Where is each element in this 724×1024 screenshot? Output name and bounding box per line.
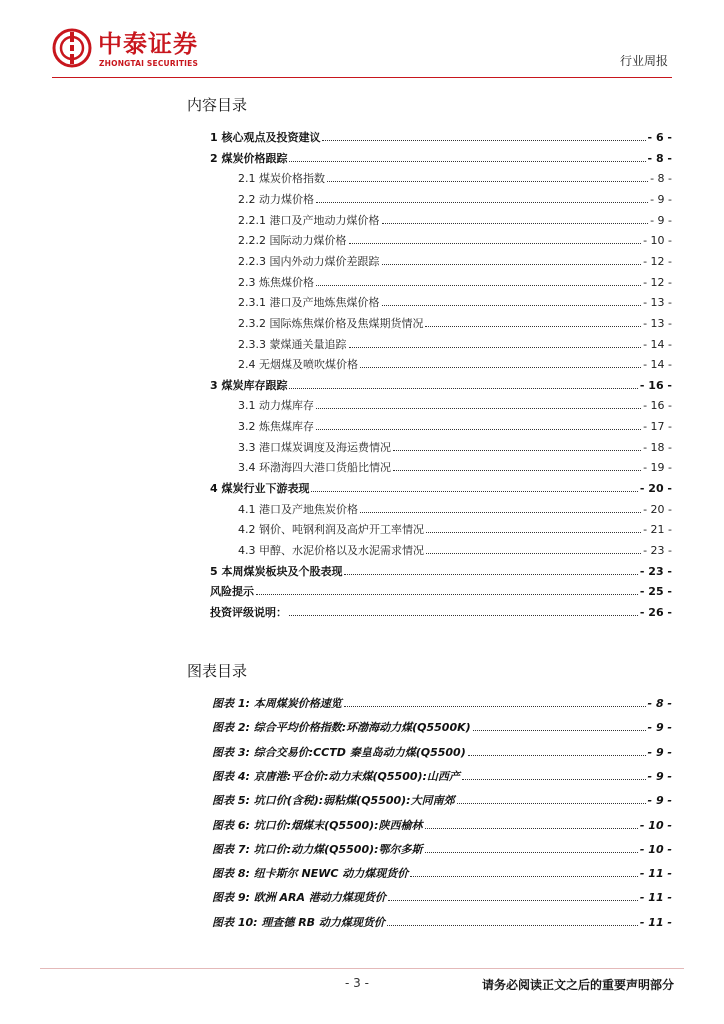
toc-entry[interactable]: [0, 564, 724, 580]
leader-dots: [289, 388, 637, 389]
figure-entry[interactable]: [0, 696, 724, 712]
toc-entry-page: - 25 -: [639, 585, 672, 599]
leader-dots: [457, 803, 646, 804]
toc-entry-label: 4 煤炭行业下游表现: [210, 482, 310, 496]
leader-dots: [393, 470, 641, 471]
toc-entry[interactable]: [0, 440, 724, 456]
figure-entry-label: 图表 4: 京唐港:平仓价:动力末煤(Q5500):山西产: [212, 769, 460, 783]
leader-dots: [393, 450, 641, 451]
figure-entry-label: 图表 2: 综合平均价格指数:环渤海动力煤(Q5500K): [212, 721, 471, 735]
figure-entry-label: 图表 10: 理查德 RB 动力煤现货价: [212, 915, 385, 929]
leader-dots: [388, 900, 638, 901]
footer-divider: [40, 968, 684, 969]
toc-entry-label: 2.3 炼焦煤价格: [238, 275, 314, 289]
leader-dots: [316, 202, 648, 203]
toc-entry-label: 2.2.3 国内外动力煤价差跟踪: [238, 254, 380, 268]
contents-title: 内容目录: [187, 96, 248, 114]
figure-entry-label: 图表 5: 坑口价(含税):弱粘煤(Q5500):大同南郊: [212, 794, 455, 808]
toc-entry-label: 3 煤炭库存跟踪: [210, 378, 288, 392]
figure-entry-label: 图表 1: 本周煤炭价格速览: [212, 697, 342, 710]
toc-entry-label: 投资评级说明：: [210, 605, 287, 619]
leader-dots: [344, 706, 646, 707]
toc-entry-page: - 9 -: [650, 213, 672, 227]
leader-dots: [349, 243, 642, 244]
figure-entry[interactable]: [0, 842, 724, 858]
leader-dots: [322, 140, 645, 141]
leader-dots: [382, 223, 649, 224]
toc-entry-page: - 23 -: [639, 564, 672, 578]
toc-entry-label: 2.3.2 国际炼焦煤价格及焦煤期货情况: [238, 316, 424, 330]
toc-entry[interactable]: [0, 481, 724, 497]
figure-entry[interactable]: [0, 745, 724, 761]
leader-dots: [462, 779, 646, 780]
toc-entry[interactable]: [0, 337, 724, 353]
figure-entry-page: - 8 -: [647, 697, 672, 710]
toc-entry[interactable]: [0, 254, 724, 270]
leader-dots: [289, 161, 645, 162]
leader-dots: [256, 594, 638, 595]
toc-entry-label: 4.1 港口及产地焦炭价格: [238, 502, 358, 516]
toc-entry[interactable]: [0, 522, 724, 538]
toc-entry-page: - 12 -: [643, 275, 672, 289]
leader-dots: [382, 264, 642, 265]
figure-entry-page: - 10 -: [639, 842, 672, 856]
toc-entry[interactable]: [0, 151, 724, 167]
figure-entry-page: - 10 -: [639, 818, 672, 832]
toc-entry-page: - 17 -: [643, 420, 672, 434]
leader-dots: [426, 553, 641, 554]
toc-entry[interactable]: [0, 605, 724, 621]
toc-entry-page: - 10 -: [643, 234, 672, 248]
toc-entry[interactable]: [0, 502, 724, 518]
toc-entry[interactable]: [0, 398, 724, 414]
figure-entry-label: 图表 9: 欧洲 ARA 港动力煤现货价: [212, 891, 386, 905]
disclaimer-text: 请务必阅读正文之后的重要声明部分: [481, 978, 674, 992]
toc-entry-label: 1 核心观点及投资建议: [210, 131, 321, 144]
leader-dots: [360, 367, 641, 368]
toc-entry-label: 4.2 钢价、吨钢利润及高炉开工率情况: [238, 523, 424, 537]
toc-entry-label: 风险提示: [210, 585, 254, 599]
leader-dots: [473, 730, 646, 731]
toc-entry-page: - 19 -: [643, 461, 672, 475]
leader-dots: [425, 828, 638, 829]
toc-entry[interactable]: [0, 543, 724, 559]
toc-entry-label: 3.4 环渤海四大港口货船比情况: [238, 461, 391, 475]
figure-entry-label: 图表 3: 综合交易价:CCTD 秦皇岛动力煤(Q5500): [212, 745, 466, 759]
toc-entry[interactable]: [0, 192, 724, 208]
figure-entry-page: - 11 -: [639, 891, 672, 905]
toc-entry-page: - 18 -: [643, 440, 672, 454]
leader-dots: [382, 305, 642, 306]
leader-dots: [410, 876, 638, 877]
toc-entry-page: - 13 -: [643, 316, 672, 330]
toc-entry-label: 2.2 动力煤价格: [238, 192, 314, 206]
figure-entry-page: - 11 -: [639, 915, 672, 929]
leader-dots: [289, 615, 638, 616]
logo-english-name: ZHONGTAI SECURITIES: [99, 59, 199, 68]
toc-entry[interactable]: [0, 233, 724, 249]
zhongtai-logo-icon: [52, 28, 92, 68]
figure-entry[interactable]: [0, 866, 724, 882]
toc-entry-page: - 16 -: [643, 399, 672, 413]
toc-entry-page: - 9 -: [650, 192, 672, 206]
toc-entry-label: 3.3 港口煤炭调度及海运费情况: [238, 440, 391, 454]
figure-entry[interactable]: [0, 793, 724, 809]
figure-entry-page: - 9 -: [647, 721, 672, 735]
leader-dots: [316, 408, 641, 409]
leader-dots: [311, 491, 637, 492]
leader-dots: [316, 429, 641, 430]
toc-entry-page: - 23 -: [643, 544, 672, 557]
figure-entry-label: 图表 7: 坑口价:动力煤(Q5500):鄂尔多斯: [212, 842, 423, 856]
header-divider: [52, 77, 672, 78]
toc-entry[interactable]: [0, 171, 724, 187]
figures-title: 图表目录: [187, 662, 248, 680]
toc-entry-page: - 14 -: [643, 337, 672, 351]
toc-entry-page: - 20 -: [639, 482, 672, 496]
toc-entry-page: - 6 -: [647, 131, 672, 144]
leader-dots: [360, 512, 641, 513]
toc-entry-label: 2 煤炭价格跟踪: [210, 151, 288, 165]
toc-entry-label: 2.3.1 港口及产地炼焦煤价格: [238, 296, 380, 310]
figure-entry[interactable]: [0, 915, 724, 931]
toc-entry[interactable]: [0, 316, 724, 332]
leader-dots: [425, 852, 638, 853]
figure-entry-label: 图表 8: 纽卡斯尔 NEWC 动力煤现货价: [212, 867, 409, 881]
leader-dots: [425, 326, 641, 327]
report-type-label: 行业周报: [619, 54, 668, 68]
toc-entry-page: - 16 -: [639, 378, 672, 392]
figure-entry-page: - 9 -: [647, 769, 672, 783]
toc-entry[interactable]: [0, 460, 724, 476]
leader-dots: [349, 347, 642, 348]
leader-dots: [387, 925, 638, 926]
figure-entry-page: - 9 -: [647, 794, 672, 808]
toc-entry[interactable]: [0, 130, 724, 146]
figure-entry[interactable]: [0, 720, 724, 736]
toc-entry-label: 3.2 炼焦煤库存: [238, 420, 314, 434]
figure-entry-page: - 11 -: [639, 867, 672, 881]
toc-entry[interactable]: [0, 584, 724, 600]
toc-entry-label: 5 本周煤炭板块及个股表现: [210, 564, 343, 578]
leader-dots: [426, 532, 641, 533]
toc-entry[interactable]: [0, 295, 724, 311]
toc-entry[interactable]: [0, 213, 724, 229]
figure-entry[interactable]: [0, 818, 724, 834]
toc-entry[interactable]: [0, 378, 724, 394]
toc-entry-label: 3.1 动力煤库存: [238, 399, 314, 413]
toc-entry[interactable]: [0, 275, 724, 291]
toc-entry-label: 2.1 煤炭价格指数: [238, 172, 325, 186]
page-header: [0, 0, 724, 80]
toc-entry-page: - 20 -: [643, 502, 672, 516]
toc-entry-label: 2.2.2 国际动力煤价格: [238, 234, 347, 248]
toc-entry-page: - 21 -: [643, 523, 672, 537]
toc-entry-page: - 8 -: [647, 151, 672, 165]
leader-dots: [468, 755, 646, 756]
logo-chinese-name: 中泰证券: [98, 30, 198, 58]
page-number: - 3 -: [345, 976, 369, 990]
figure-entry-page: - 9 -: [647, 745, 672, 759]
toc-entry-label: 2.2.1 港口及产地动力煤价格: [238, 213, 380, 227]
toc-entry-page: - 13 -: [643, 296, 672, 310]
leader-dots: [344, 574, 637, 575]
leader-dots: [327, 181, 648, 182]
toc-entry-page: - 26 -: [639, 605, 672, 619]
toc-entry-page: - 8 -: [650, 172, 672, 186]
toc-entry-label: 4.3 甲醇、水泥价格以及水泥需求情况: [238, 544, 424, 557]
toc-entry[interactable]: [0, 419, 724, 435]
toc-entry[interactable]: [0, 357, 724, 373]
figure-entry-label: 图表 6: 坑口价:烟煤末(Q5500):陕西榆林: [212, 818, 423, 832]
toc-entry-label: 2.3.3 蒙煤通关量追踪: [238, 337, 347, 351]
leader-dots: [316, 285, 641, 286]
toc-entry-page: - 12 -: [643, 254, 672, 268]
toc-entry-label: 2.4 无烟煤及喷吹煤价格: [238, 358, 358, 372]
figure-entry[interactable]: [0, 769, 724, 785]
toc-entry-page: - 14 -: [643, 358, 672, 372]
figure-entry[interactable]: [0, 890, 724, 906]
